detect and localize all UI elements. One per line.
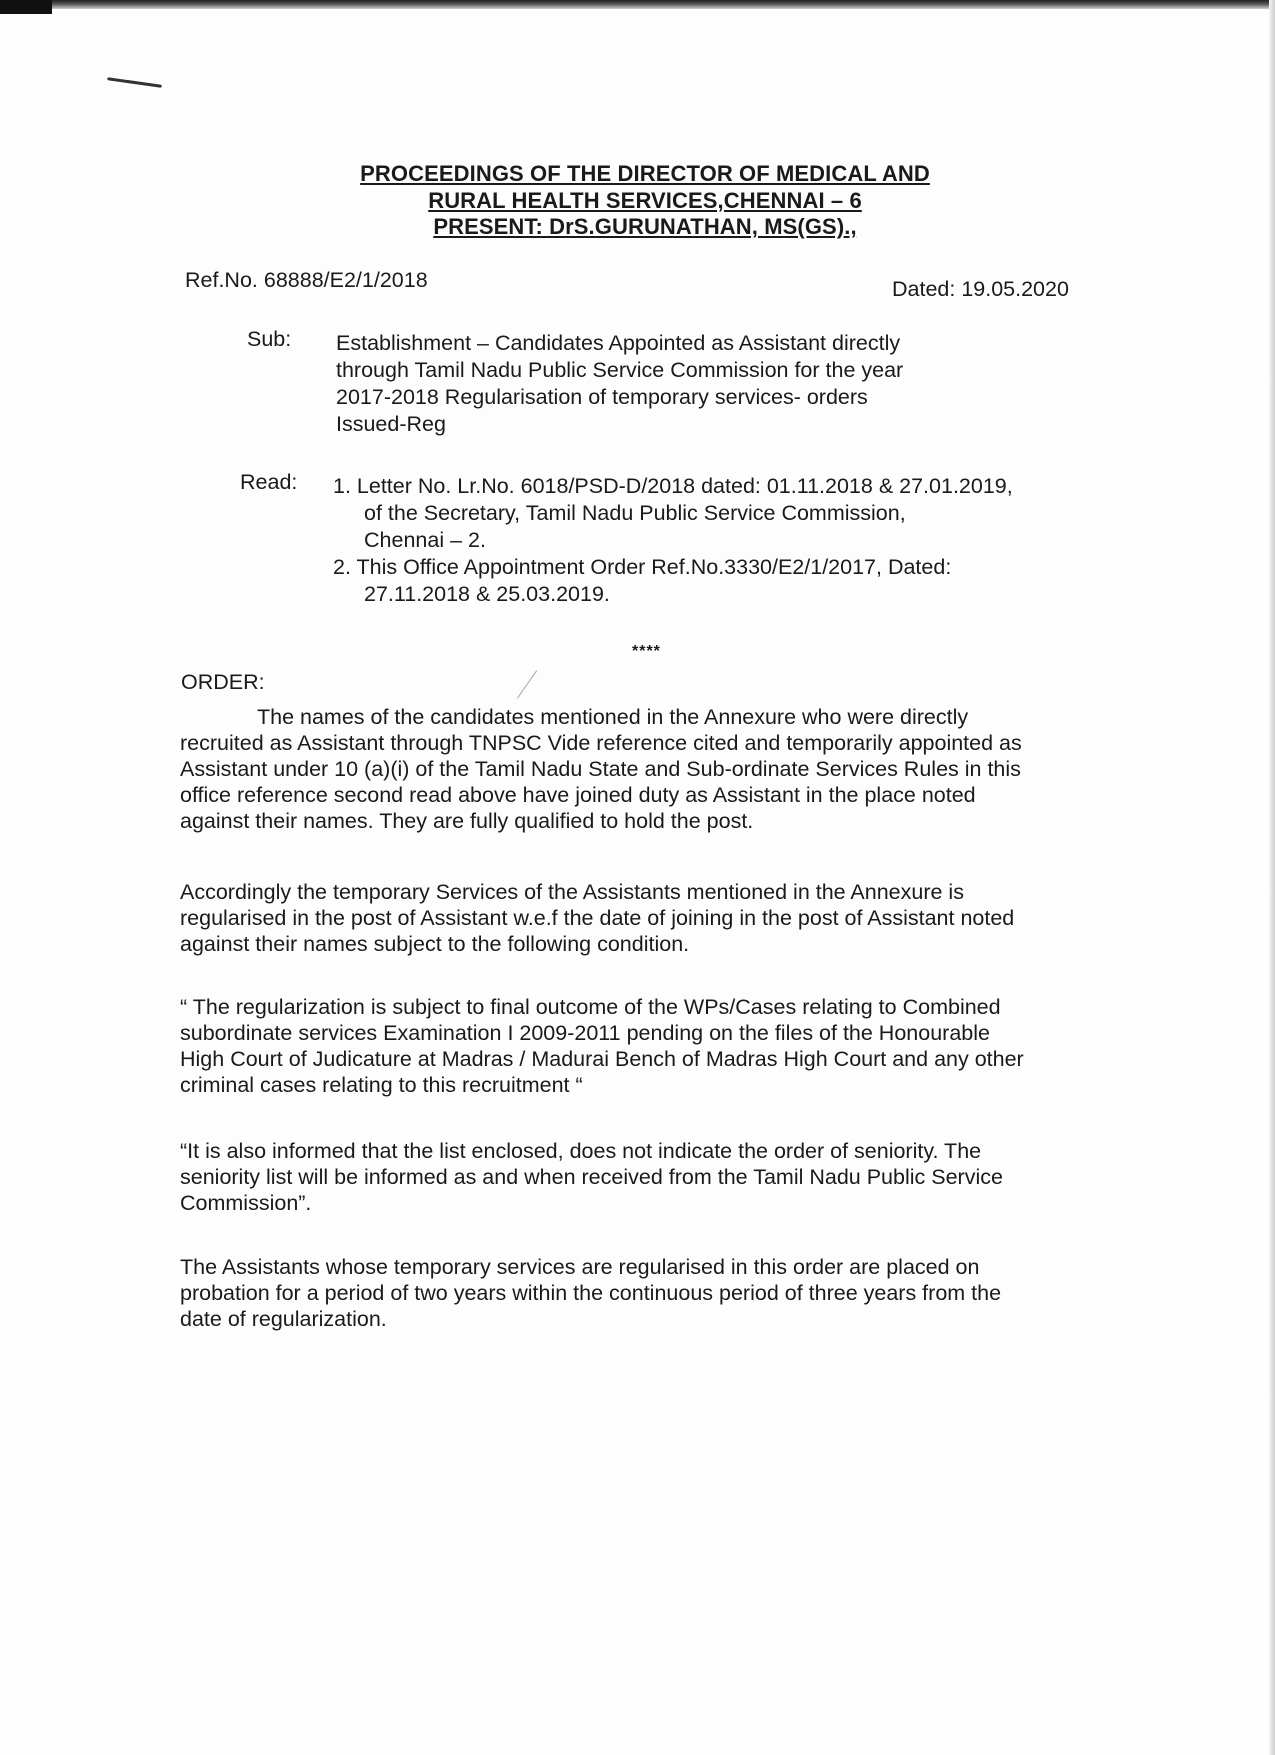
scan-corner-shadow [0, 0, 52, 14]
paragraph-line: criminal cases relating to this recruitment “ [180, 1073, 583, 1097]
read-label: Read: [240, 470, 298, 494]
paragraph-line: “It is also informed that the list enclosed, does not indicate the order of seniority. The [180, 1139, 982, 1163]
paragraph-line: The names of the candidates mentioned in the Annexure who were directly [257, 705, 969, 729]
scan-top-border [0, 0, 1275, 9]
paragraph-line: against their names subject to the following condition. [180, 932, 690, 956]
subject-line: Issued-Reg [336, 412, 446, 436]
heading-line-1: PROCEEDINGS OF THE DIRECTOR OF MEDICAL AND [360, 161, 930, 186]
read-item-1-line: of the Secretary, Tamil Nadu Public Service Commission, [364, 501, 906, 525]
scan-pen-mark [107, 77, 162, 88]
paragraph-line: subordinate services Examination I 2009-2011 pending on the files of the Honourable [180, 1021, 990, 1045]
read-item-2-line: 27.11.2018 & 25.03.2019. [364, 582, 610, 606]
scan-faint-mark [517, 670, 537, 698]
scan-right-edge [1269, 0, 1275, 1755]
order-paragraph-1 [180, 704, 1022, 834]
separator-stars: **** [632, 643, 661, 660]
subject-text [336, 331, 903, 439]
paragraph-line: Accordingly the temporary Services of the Assistants mentioned in the Annexure is [180, 880, 964, 904]
read-item-1-line: Chennai – 2. [364, 528, 486, 552]
heading-line-3: PRESENT: DrS.GURUNATHAN, MS(GS)., [433, 214, 857, 239]
paragraph-line: The Assistants whose temporary services are regularised in this order are placed on [180, 1255, 980, 1279]
order-label: ORDER: [181, 670, 265, 694]
paragraph-line: “ The regularization is subject to final outcome of the WPs/Cases relating to Combined [180, 995, 1001, 1019]
paragraph-line: office reference second read above have joined duty as Assistant in the place noted [180, 783, 976, 807]
paragraph-line: date of regularization. [180, 1307, 387, 1331]
paragraph-line: recruited as Assistant through TNPSC Vide reference cited and temporarily appointed as [180, 731, 1022, 755]
order-paragraph-3 [180, 994, 1024, 1098]
heading-line-2: RURAL HEALTH SERVICES,CHENNAI – 6 [428, 188, 862, 213]
read-item-1-line: 1. Letter No. Lr.No. 6018/PSD-D/2018 dated: 01.11.2018 & 27.01.2019, [333, 474, 1013, 498]
subject-label: Sub: [247, 327, 292, 351]
date: Dated: 19.05.2020 [892, 277, 1069, 301]
subject-line: 2017-2018 Regularisation of temporary services- orders [336, 385, 868, 409]
subject-line: Establishment – Candidates Appointed as Assistant directly [336, 331, 901, 355]
paragraph-line: Commission”. [180, 1191, 312, 1215]
paragraph-line: probation for a period of two years within the continuous period of three years from the [180, 1281, 1002, 1305]
order-paragraph-5 [180, 1254, 1001, 1332]
read-references [333, 474, 1013, 609]
reference-number: Ref.No. 68888/E2/1/2018 [185, 268, 428, 292]
order-paragraph-2 [180, 879, 1014, 957]
paragraph-line: High Court of Judicature at Madras / Madurai Bench of Madras High Court and any other [180, 1047, 1024, 1071]
order-paragraph-4 [180, 1138, 1003, 1216]
paragraph-line: Assistant under 10 (a)(i) of the Tamil Nadu State and Sub-ordinate Services Rules in this [180, 757, 1021, 781]
read-item-2-line: 2. This Office Appointment Order Ref.No.3330/E2/1/2017, Dated: [333, 555, 952, 579]
paragraph-line: against their names. They are fully qualified to hold the post. [180, 809, 754, 833]
paragraph-line: regularised in the post of Assistant w.e.f the date of joining in the post of Assistant noted [180, 906, 1015, 930]
paragraph-line: seniority list will be informed as and when received from the Tamil Nadu Public Service [180, 1165, 1003, 1189]
subject-line: through Tamil Nadu Public Service Commission for the year [336, 358, 904, 382]
